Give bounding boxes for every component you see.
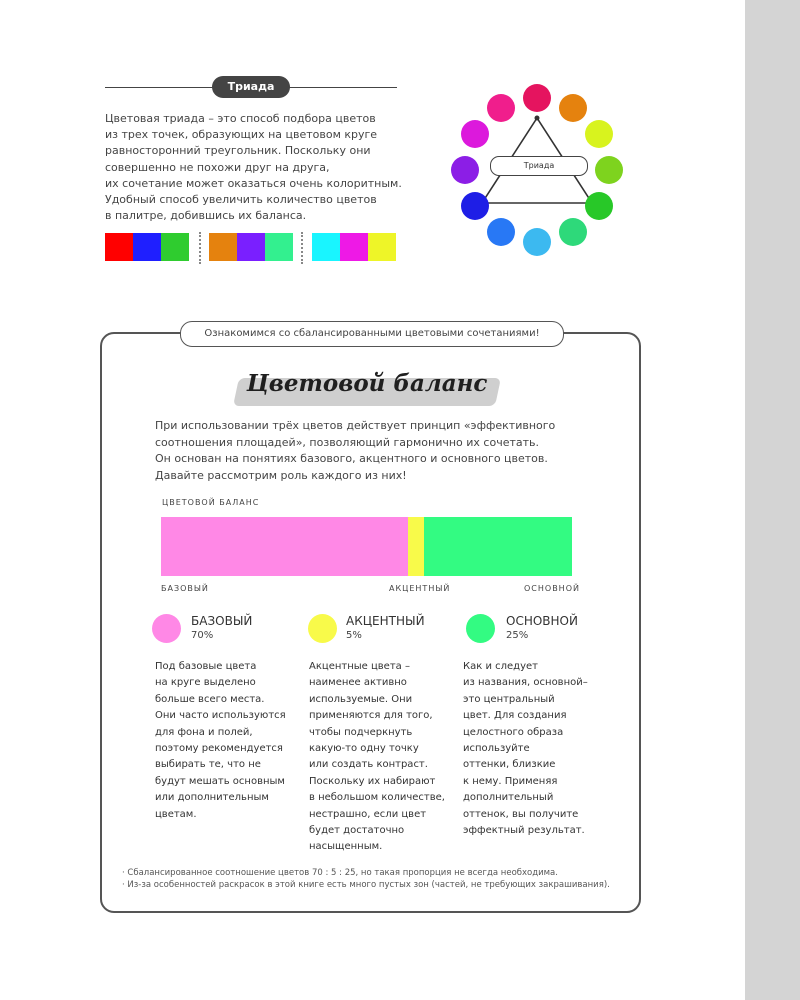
balance-heading: Цветовой баланс	[246, 370, 488, 397]
description-line: насыщенным.	[309, 841, 383, 853]
description-line: или создать контраст.	[309, 759, 428, 771]
description-line: на круге выделено	[155, 677, 256, 689]
description-line: поэтому рекомендуется	[155, 743, 283, 755]
wheel-color-dot	[487, 94, 515, 122]
balance-bar-segment	[424, 517, 572, 576]
balance-bar-segment	[161, 517, 408, 576]
description-line: Акцентные цвета –	[309, 661, 410, 672]
triad-line: их сочетание может оказаться очень колоритным.	[105, 176, 402, 190]
triad-line: Удобный способ увеличить количество цветов	[105, 193, 377, 207]
triad-line: совершенно не похожи друг на друга,	[105, 160, 330, 174]
bar-label-main: ОСНОВНОЙ	[524, 584, 580, 593]
description-line: для фона и полей,	[155, 726, 253, 738]
intro-line: Он основан на понятиях базового, акцентного и основного цветов.	[155, 452, 548, 465]
description-line: чтобы подчеркнуть	[309, 726, 413, 738]
legend-dot-accent	[308, 614, 337, 643]
intro-line: Давайте рассмотрим роль каждого из них!	[155, 468, 407, 482]
balance-bar	[161, 517, 572, 576]
color-wheel	[0, 0, 800, 300]
wheel-color-dot	[595, 156, 623, 184]
description-line: будет достаточно	[309, 825, 405, 837]
description-line: это центральный	[463, 693, 555, 705]
description-line: используемые. Они	[309, 693, 413, 705]
description-line: в небольшом количестве,	[309, 792, 445, 804]
description-line: используйте	[463, 743, 530, 755]
legend-pct-accent: 5%	[346, 630, 362, 641]
wheel-color-dot	[523, 228, 551, 256]
description-line: или дополнительным	[155, 792, 269, 804]
triad-triangle	[0, 0, 800, 300]
legend-pct-base: 70%	[191, 630, 214, 641]
triad-line: Цветовая триада – это способ подбора цветов	[105, 112, 376, 125]
description-line: из названия, основной–	[463, 677, 588, 689]
wheel-color-dot	[461, 192, 489, 220]
bar-label-accent: АКЦЕНТНЫЙ	[389, 584, 451, 593]
description-line: нестрашно, если цвет	[309, 808, 427, 820]
main-color-description	[463, 659, 588, 839]
bar-label-base: БАЗОВЫЙ	[161, 584, 209, 593]
description-line: целостного образа	[463, 726, 564, 738]
footnote: · Сбалансированное соотношение цветов 70 : 5 : 25, но такая пропорция не всегда необходима.	[122, 868, 558, 878]
description-line: Они часто используются	[155, 710, 286, 722]
description-line: оттенок, вы получите	[463, 808, 579, 820]
description-line: выбирать те, что не	[155, 759, 261, 771]
triad-tag: Триада	[212, 76, 290, 98]
description-line: применяются для того,	[309, 710, 433, 722]
wheel-color-dot	[523, 84, 551, 112]
wheel-label: Триада	[490, 156, 588, 176]
description-line: дополнительный	[463, 792, 554, 804]
balance-bar-segment	[408, 517, 424, 576]
intro-line: При использовании трёх цветов действует принцип «эффективного	[155, 419, 556, 432]
description-line: оттенки, близкие	[463, 759, 556, 771]
description-line: какую-то одну точку	[309, 743, 419, 755]
description-line: наименее активно	[309, 677, 407, 689]
description-line: к нему. Применяя	[463, 775, 558, 787]
description-line: цвет. Для создания	[463, 710, 567, 722]
base-color-description	[155, 659, 286, 823]
footnote: · Из-за особенностей раскрасок в этой книге есть много пустых зон (частей, не требующих закрашивания).	[122, 879, 610, 890]
legend-pct-main: 25%	[506, 630, 529, 641]
description-line: Под базовые цвета	[155, 661, 257, 672]
balance-bar-caption: ЦВЕТОВОЙ БАЛАНС	[162, 498, 260, 507]
description-line: цветам.	[155, 808, 197, 820]
legend-name-main: ОСНОВНОЙ	[506, 614, 578, 628]
legend-dot-base	[152, 614, 181, 643]
wheel-color-dot	[559, 94, 587, 122]
triad-line: из трех точек, образующих на цветовом круге	[105, 128, 378, 142]
wheel-color-dot	[461, 120, 489, 148]
balance-banner: Ознакомимся со сбалансированными цветовыми сочетаниями!	[180, 321, 564, 347]
legend-name-base: БАЗОВЫЙ	[191, 614, 253, 628]
description-line: Как и следует	[463, 661, 538, 672]
description-line: эффектный результат.	[463, 825, 585, 837]
description-line: Поскольку их набирают	[309, 775, 436, 787]
legend-name-accent: АКЦЕНТНЫЙ	[346, 614, 425, 628]
accent-color-description	[309, 659, 445, 856]
legend-dot-main	[466, 614, 495, 643]
triad-line: в палитре, добившись их баланса.	[105, 209, 307, 223]
description-line: больше всего места.	[155, 693, 265, 705]
balance-intro	[155, 418, 615, 484]
footnotes	[122, 868, 622, 891]
description-line: будут мешать основным	[155, 775, 285, 787]
triad-line: равносторонний треугольник. Поскольку они	[105, 144, 371, 158]
intro-line: соотношения площадей», позволяющий гармонично их сочетать.	[155, 435, 539, 449]
wheel-color-dot	[451, 156, 479, 184]
